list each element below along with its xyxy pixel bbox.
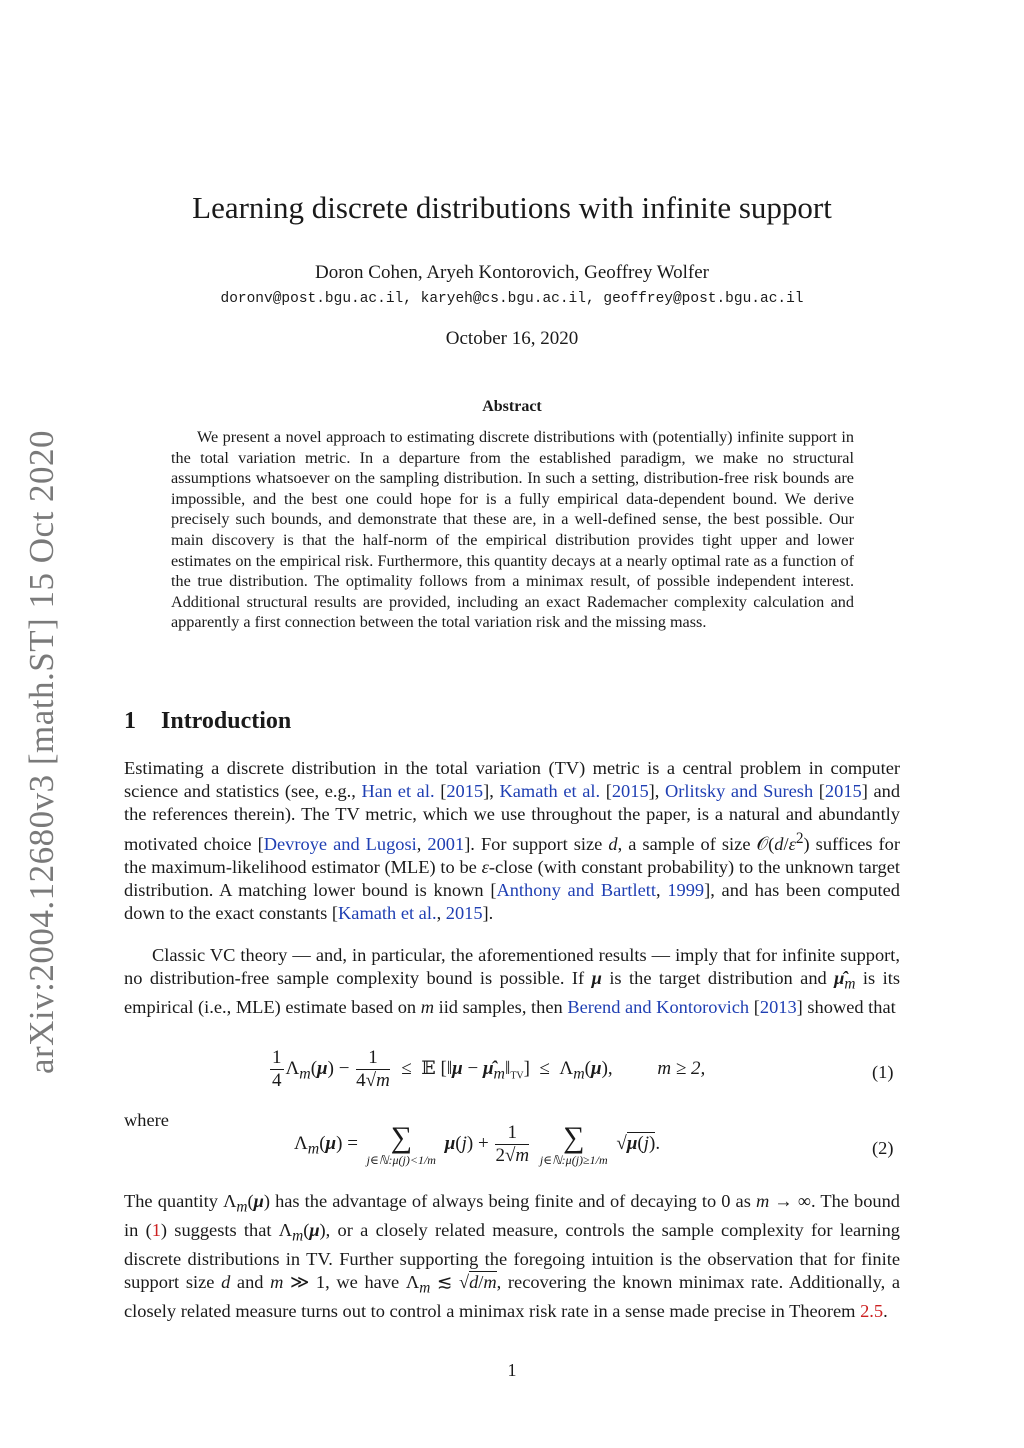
citation-link[interactable]: Berend and Kontorovich: [567, 997, 750, 1018]
citation-year-link[interactable]: 2015: [445, 903, 483, 924]
theorem-reference-link[interactable]: 2.5: [860, 1300, 884, 1321]
citation-year-link[interactable]: 1999: [667, 880, 705, 901]
author-list: Doron Cohen, Aryeh Kontorovich, Geoffrey Wolfer: [314, 262, 710, 283]
citation-link[interactable]: Han et al.: [361, 781, 435, 802]
equation-1: $\frac{1}{4}$ $\Lambda_m(\mu)$ − $\frac{1}{4√m}$ ≤ 𝔼 [‖μ − $\mû_m‖_{TV}] \le \Lambda_m(\mu)$, m ≥ 2,: [272, 1047, 706, 1091]
citation-year-link[interactable]: 2015: [611, 781, 649, 802]
citation-year-link[interactable]: 2001: [427, 833, 465, 854]
citation-year-link[interactable]: 2015: [824, 781, 862, 802]
abstract-heading: Abstract: [482, 398, 542, 415]
intro-paragraph-1: Estimating a discrete distribution in the total variation (TV) metric is a central problem in computer science and statistics (see, e.g., Han et al. [2015], Kamath et al. [2015], Orlitsky and Suresh [2015] and the references therein). The TV metric, which we use throughout the paper, is a natural and abundantly motivated choice [Devroye and Lugosi, 2001]. For support size d, a sample of size $𝒪(d/\varepsilon^2)$ suffices for the maximum-likelihood estimator (MLE) to be ε-close (with constant probability) to the unknown target distribution. A matching lower bound is known [Anthony and Bartlett, 1999], and has been computed down to the exact constants [Kamath et al., 2015].: [124, 758, 901, 924]
citation-link[interactable]: Devroye and Lugosi: [263, 833, 417, 854]
equation-2-number: (2): [872, 1138, 894, 1158]
citation-link[interactable]: Kamath et al.: [338, 903, 437, 924]
citation-year-link[interactable]: 2013: [759, 997, 797, 1018]
equation-1-condition: m ≥ 2,: [657, 1057, 706, 1079]
equation-2: $\Lambda_m(\mu)$ = ∑ j∈ℕ:μ(j)<1/m μ(j) + $\frac{1}{2√m}$ ∑ j∈ℕ:μ(j)≥1/m √μ(j).: [294, 1120, 661, 1167]
page-number: 1: [507, 1360, 517, 1380]
citation-link[interactable]: Anthony and Bartlett: [496, 880, 656, 901]
big-o-expression: $𝒪(d/\varepsilon^2)$: [756, 829, 810, 854]
paper-title: Learning discrete distributions with infinite support: [192, 190, 832, 225]
section-number: 1: [124, 708, 136, 734]
abstract-text: We present a novel approach to estimating discrete distributions with (potentially) infinite support in the total variation metric. In a departure from the established paradigm, we make no structural assumptions whatsoever on the sampling distribution. In such a setting, distribution-free risk bounds are impossible, and the best one could hope for is a fully empirical data-dependent bound. We derive precisely such bounds, and demonstrate that these are, in a well-defined sense, the best possible. Our main discovery is that the half-norm of the empirical distribution provides tight upper and lower estimates on the empirical risk. Furthermore, this quantity decays at a nearly optimal rate as a function of the true distribution. The optimality follows from a minimax result, of possible independent interest. Additional structural results are provided, including an exact Rademacher complexity calculation and apparently a first connection between the total variation risk and the missing mass.: [171, 428, 854, 632]
citation-link[interactable]: Kamath et al.: [499, 781, 601, 802]
arxiv-identifier: arXiv:2004.12680v3 [math.ST] 15 Oct 2020: [22, 429, 61, 1075]
citation-link[interactable]: Orlitsky and Suresh: [665, 781, 814, 802]
intro-paragraph-3: The quantity $\Lambda_m(\mu)$ has the advantage of always being finite and of decaying to 0 as m → ∞. The bound in (1) suggests that $\Lambda_m(\mu)$, or a closely related measure, controls the sample complexity for learning discrete distributions in TV. Further supporting the foregoing intuition is the observation that for finite support size d and m ≫ 1, we have $\Lambda_m$ ≲ √d/m, recovering the known minimax rate. Additionally, a closely related measure turns out to control a minimax risk rate in a sense made precise in Theorem 2.5.: [124, 1191, 900, 1321]
citation-year-link[interactable]: 2015: [446, 781, 484, 802]
author-emails: doronv@post.bgu.ac.il, karyeh@cs.bgu.ac.il, geoffrey@post.bgu.ac.il: [220, 291, 804, 307]
where-label: where: [124, 1110, 169, 1130]
equation-1-number: (1): [872, 1062, 894, 1082]
section-heading: [124, 708, 291, 735]
equation-reference-link[interactable]: 1: [151, 1219, 161, 1240]
section-title: Introduction: [161, 708, 292, 734]
intro-paragraph-2: Classic VC theory — and, in particular, the aforementioned results — imply that for infinite support, no distribution-free sample complexity bound is possible. If μ is the target distribution and $\mû_m$ is its empirical (i.e., MLE) estimate based on m iid samples, then Berend and Kontorovich [2013] showed that: [124, 945, 900, 1018]
paper-date: October 16, 2020: [445, 328, 579, 349]
